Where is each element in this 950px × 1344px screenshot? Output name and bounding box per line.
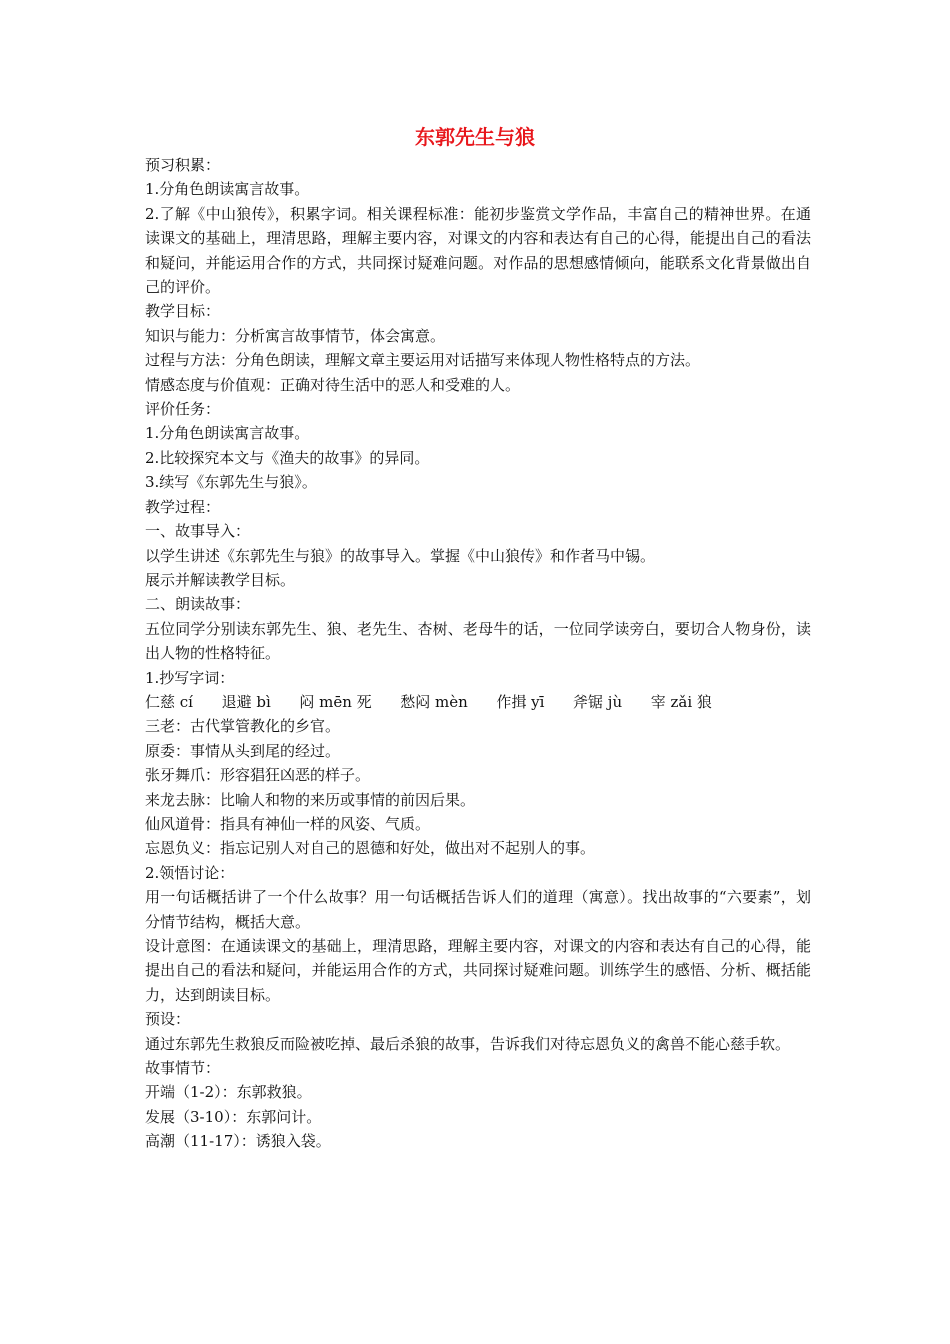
text-line: 故事情节： bbox=[145, 1059, 221, 1078]
text-line: 仙风道骨：指具有神仙一样的风姿、气质。 bbox=[145, 814, 431, 833]
text-line: 二、朗读故事： bbox=[145, 595, 251, 614]
text-line: 忘恩负义：指忘记别人对自己的恩德和好处，做出对不起别人的事。 bbox=[145, 839, 596, 858]
text-line: 过程与方法：分角色朗读，理解文章主要运用对话描写来体现人物性格特点的方法。 bbox=[145, 351, 701, 370]
text-line: 预设： bbox=[145, 1010, 191, 1029]
vocabulary-line: 仁慈 cí 退避 bì 闷 mēn 死 愁闷 mèn 作揖 yī 斧锯 jù 宰 zǎi 狼 bbox=[145, 692, 712, 711]
text-line: 1.分角色朗读寓言故事。 bbox=[145, 180, 310, 199]
text-paragraph: 设计意图：在通读课文的基础上，理清思路，理解主要内容，对课文的内容和表达有自己的心得，能提出自己的看法和疑问，并能运用合作的方式，共同探讨疑难问题。训练学生的感悟、分析、概括能力，达到朗读目标。 bbox=[145, 937, 811, 1004]
text-line: 2.领悟讨论： bbox=[145, 863, 235, 882]
text-paragraph: 五位同学分别读东郭先生、狼、老先生、杏树、老母牛的话，一位同学读旁白，要切合人物身份，读出人物的性格特征。 bbox=[145, 619, 811, 663]
text-line: 1.抄写字词： bbox=[145, 668, 235, 687]
text-line: 张牙舞爪：形容猖狂凶恶的样子。 bbox=[145, 766, 371, 785]
text-paragraph: 用一句话概括讲了一个什么故事？用一句话概括告诉人们的道理（寓意）。找出故事的“六要素”，划分情节结构，概括大意。 bbox=[145, 888, 811, 931]
text-line: 展示并解读教学目标。 bbox=[145, 570, 296, 589]
document-body bbox=[145, 153, 811, 1154]
text-paragraph: 通过东郭先生救狼反而险被吃掉、最后杀狼的故事，告诉我们对待忘恩负义的禽兽不能心慈手软。 bbox=[145, 1034, 791, 1053]
text-line: 以学生讲述《东郭先生与狼》的故事导入。掌握《中山狼传》和作者马中锡。 bbox=[145, 546, 656, 565]
text-line: 开端（1-2）：东郭救狼。 bbox=[145, 1083, 312, 1102]
text-line: 一、故事导入： bbox=[145, 522, 251, 541]
section-heading: 教学过程： bbox=[145, 497, 221, 516]
text-line: 原委：事情从头到尾的经过。 bbox=[145, 741, 341, 760]
text-line: 来龙去脉：比喻人和物的来历或事情的前因后果。 bbox=[145, 790, 476, 809]
text-line: 预习积累： bbox=[145, 156, 221, 174]
text-line: 发展（3-10）：东郭问计。 bbox=[145, 1107, 322, 1126]
text-line: 3.续写《东郭先生与狼》。 bbox=[145, 473, 317, 492]
text-line: 1.分角色朗读寓言故事。 bbox=[145, 424, 310, 443]
section-heading: 教学目标： bbox=[145, 302, 221, 321]
text-line: 高潮（11-17）：诱狼入袋。 bbox=[145, 1132, 331, 1151]
document-title: 东郭先生与狼 bbox=[415, 125, 535, 149]
text-line: 三老：古代掌管教化的乡官。 bbox=[145, 717, 341, 736]
text-line: 2.比较探究本文与《渔夫的故事》的异同。 bbox=[145, 448, 430, 467]
text-line: 知识与能力：分析寓言故事情节，体会寓意。 bbox=[145, 326, 446, 345]
text-line: 情感态度与价值观：正确对待生活中的恶人和受难的人。 bbox=[145, 375, 521, 394]
text-paragraph: 2.了解《中山狼传》，积累字词。相关课程标准：能初步鉴赏文学作品，丰富自己的精神世界。在通读课文的基础上，理清思路，理解主要内容，对课文的内容和表达有自己的心得，能提出自己的看法和疑问，并能运用合作的方式，共同探讨疑难问题。对作品的思想感情倾向，能联系文化背景做出自己的评价。 bbox=[145, 204, 811, 297]
section-heading: 评价任务： bbox=[145, 400, 221, 419]
